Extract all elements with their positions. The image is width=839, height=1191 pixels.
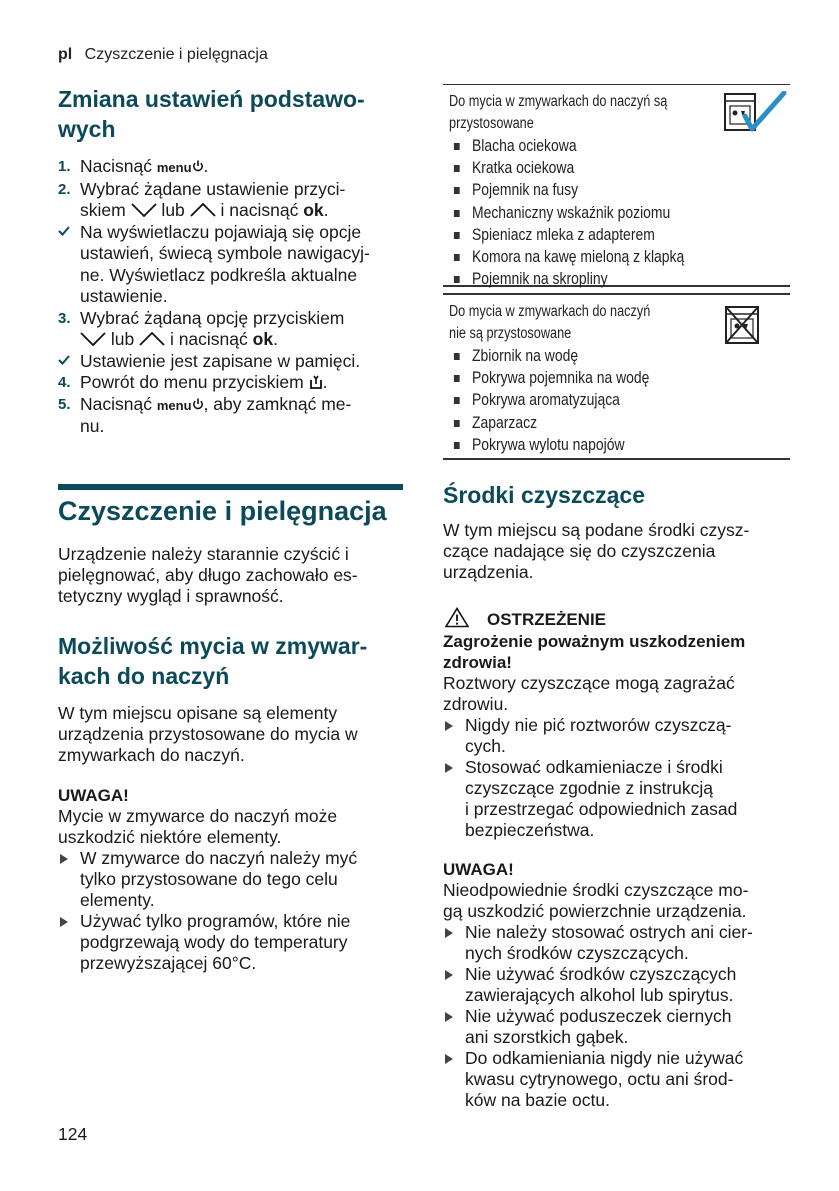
list-item: Pokrywa wylotu napojów xyxy=(449,434,761,456)
back-icon xyxy=(309,375,323,390)
dishwasher-safe-icon xyxy=(723,91,787,135)
step-4: 4. Powrót do menu przyciskiem . xyxy=(58,372,328,392)
dishwasher-heading: Możliwość mycia w zmywar- kach do naczyń xyxy=(58,632,368,689)
result-2: Ustawienie jest zapisane w pamięci. xyxy=(58,351,403,373)
list-item: Komora na kawę mieloną z klapką xyxy=(449,246,761,268)
list-item: Zbiornik na wodę xyxy=(449,345,761,367)
cleaning-agents-intro: W tym miejscu są podane środki czysz- czące nadające się do czyszczenia urządzenia. xyxy=(443,520,750,582)
ok-key: ok xyxy=(303,200,324,220)
step-5: 5. Nacisnąć menu , aby zamknąć me- nu. xyxy=(58,393,352,436)
left-column xyxy=(58,84,403,974)
list-item: Nigdy nie pić roztworów czyszczą- cych. xyxy=(443,715,790,757)
warning-label: OSTRZEŻENIE xyxy=(487,610,607,629)
list-item: Używać tylko programów, które nie podgrzewają wody do temperatury przewyższającej 60°C. xyxy=(58,911,403,974)
result-1: Na wyświetlaczu pojawiają się opcje ustawień, świecą symbole nawigacyj- ne. Wyświetlacz podkreśla aktualne ustawienie. xyxy=(58,222,403,308)
caution-list xyxy=(58,848,403,974)
menu-key: menu xyxy=(156,160,192,175)
hazard-title: Zagrożenie poważnym uszkodzeniem zdrowia! xyxy=(443,632,746,672)
header-title: Czyszczenie i pielęgnacja xyxy=(84,46,268,63)
power-icon xyxy=(192,398,204,411)
step-3: 3. Wybrać żądaną opcję przyciskiem lub i nacisnąć ok. xyxy=(58,307,345,349)
list-item: Stosować odkamieniacze i środki czyszczące zgodnie z instrukcją i przestrzegać odpowiednich zasad bezpieczeństwa. xyxy=(443,757,790,841)
list-item: Pokrywa aromatyzująca xyxy=(449,389,761,411)
page-number: 124 xyxy=(58,1124,88,1144)
box-title: Do mycia w zmywarkach do naczyń są przystosowane xyxy=(449,93,668,132)
page-header xyxy=(58,46,268,64)
check-icon xyxy=(58,226,70,236)
caution-list xyxy=(443,922,790,1111)
settings-heading: Zmiana ustawień podstawo- wych xyxy=(58,86,365,142)
chevron-up-icon xyxy=(190,203,216,217)
caution-label: UWAGA! xyxy=(58,785,129,805)
list-item: Kratka ociekowa xyxy=(449,157,761,179)
list-item: W zmywarce do naczyń należy myć tylko przystosowane do tego celu elementy. xyxy=(58,848,403,911)
not-dishwasher-safe-box xyxy=(443,293,790,460)
risk-text: Roztwory czyszczące mogą zagrażać zdrowiu. xyxy=(443,673,735,714)
caution-text: Mycie w zmywarce do naczyń może uszkodzić niektóre elementy. xyxy=(58,805,338,847)
cleaning-agents-heading: Środki czyszczące xyxy=(443,482,646,508)
chevron-down-icon xyxy=(131,203,157,217)
warning-list xyxy=(443,715,790,841)
caution-label: UWAGA! xyxy=(443,860,514,879)
list-item: Pokrywa pojemnika na wodę xyxy=(449,367,761,389)
warning-header xyxy=(443,607,790,631)
box-title: Do mycia w zmywarkach do naczyń nie są przystosowane xyxy=(449,303,651,342)
settings-steps xyxy=(58,156,403,438)
ok-key: ok xyxy=(252,329,274,349)
list-item: Zaparzacz xyxy=(449,412,761,434)
list-item: Mechaniczny wskaźnik poziomu xyxy=(449,202,761,224)
list-item: Pojemnik na skropliny xyxy=(449,268,761,290)
caution-text: Nieodpowiednie środki czyszczące mo- gą uszkodzić powierzchnie urządzenia. xyxy=(443,880,749,921)
not-dishwasher-safe-list xyxy=(449,345,790,456)
dishwasher-safe-box xyxy=(443,84,790,287)
cleaning-intro: Urządzenie należy starannie czyścić i pielęgnować, aby długo zachowało es- tetyczny wygląd i sprawność. xyxy=(58,543,358,606)
chevron-up-icon xyxy=(139,332,165,346)
step-1: 1. Nacisnąć menu . xyxy=(58,156,209,176)
menu-key: menu xyxy=(156,397,192,413)
dishwasher-intro: W tym miejscu opisane są elementy urządzenia przystosowane do mycia w zmywarkach do naczyń. xyxy=(58,702,358,765)
list-item: Do odkamieniania nigdy nie używać kwasu cytrynowego, octu ani środ- ków na bazie octu. xyxy=(443,1048,790,1111)
list-item: Nie należy stosować ostrych ani cier- nych środków czyszczących. xyxy=(443,922,790,964)
warning-triangle-icon xyxy=(445,607,469,628)
right-column xyxy=(443,84,790,1111)
cleaning-heading: Czyszczenie i pielęgnacja xyxy=(58,495,387,526)
language-code: pl xyxy=(58,46,73,63)
list-item: Nie używać środków czyszczących zawierających alkohol lub spirytus. xyxy=(443,964,790,1006)
check-icon xyxy=(58,355,70,365)
power-icon xyxy=(192,160,204,173)
list-item: Blacha ociekowa xyxy=(449,135,761,157)
list-item: Nie używać poduszeczek ciernych ani szorstkich gąbek. xyxy=(443,1006,790,1048)
chevron-down-icon xyxy=(80,332,106,346)
list-item: Pojemnik na fusy xyxy=(449,179,761,201)
list-item: Spieniacz mleka z adapterem xyxy=(449,224,761,246)
dishwasher-safe-list xyxy=(449,135,790,290)
section-divider xyxy=(58,484,403,490)
not-dishwasher-safe-icon xyxy=(723,305,763,345)
step-2: 2. Wybrać żądane ustawienie przyci- skiem lub i nacisnąć ok. xyxy=(58,178,346,220)
